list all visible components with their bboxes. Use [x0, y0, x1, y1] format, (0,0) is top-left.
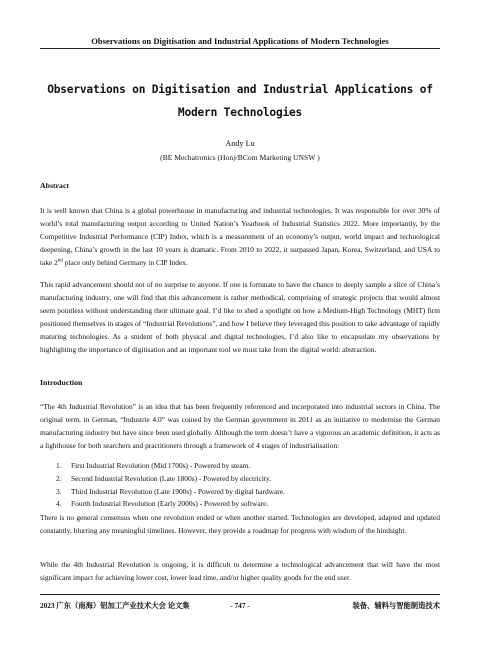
list-number: 4. [56, 499, 62, 509]
footer-section: 装备、辅料与智能制造技术 [352, 601, 440, 610]
header-rule [40, 48, 440, 49]
abstract-paragraph-1 [40, 204, 440, 269]
running-header: Observations on Digitisation and Industrial Applications of Modern Technologies [91, 36, 389, 46]
introduction-heading: Introduction [40, 378, 83, 387]
list-item-text: Fourth Industrial Revolution (Early 2000s) - Powered by software. [71, 499, 269, 509]
list-item-text: First Industrial Revolution (Mid 1700s) - Powered by steam. [71, 461, 251, 470]
industrial-revolution-list [56, 460, 440, 511]
list-item-text: Third Industrial Revolution (Late 1900s) - Powered by digital hardware. [71, 486, 285, 496]
footer-conference: 2023 广东（南海）铝加工产业技术大会 论文集 [40, 601, 190, 610]
list-item [56, 473, 440, 486]
abstract-paragraph-2: This rapid advancement should not of no surprise to anyone. If one is fortunate to have the chance to deeply sample a slice of China’s manufacturing industry, one will find that this advancement is rather methodical, comprising of strategic projects that would almost seem pointless without understanding their ultimate goal. I’d like to shed a spotlight on how a Medium-High Technology (MHT) firm positioned themselves in stages of “Industrial Revolutions”, and how I believe they leveraged this position to take advantage of rapidly maturing technologies. As a student of both physical and digital technologies, I’d also like to encapsulate my observations by highlighting the importance of digitisation and an important tool we must take from the digital world: abstraction. [40, 280, 440, 355]
paper-title [40, 78, 440, 124]
list-number: 2. [56, 473, 62, 483]
list-number: 3. [56, 486, 62, 496]
introduction-paragraph-3: While the 4th Industrial Revolution is ongoing, it is difficult to determine a technological advancement that will have the most significant impact for achieving lower cost, lower lead time, and/or higher quality goods for the end user. [40, 560, 440, 583]
introduction-paragraph-1: “The 4th Industrial Revolution” is an idea that has been frequently referenced and incorporated into industrial sectors in China. The original term, in German, “Industrie 4.0” was coined by the German government in 2011 as an initiative to modernise the German manufacturing industry but have since been used globally. Although the term doesn’t have a vigorous an academic definition, it acts as a lighthouse for both searchers and practitioners through a framework of 4 stages of industrialisation: [40, 402, 440, 451]
title-line-1: Observations on Digitisation and Industrial Applications of [47, 83, 433, 96]
list-item [56, 486, 440, 499]
introduction-paragraph-2: There is no general consensus when one revolution ended or when another started. Technologies are developed, adapted and updated constantly, blurring any meaningful timelines. However, they provide a roadmap for progress with wisdom of the hindsight. [40, 513, 440, 536]
title-line-2: Modern Technologies [177, 106, 303, 119]
page-number: - 747 - [230, 601, 250, 610]
abstract-p1-text-end: place only behind Germany in CIP Index. [62, 258, 188, 268]
list-number: 1. [56, 461, 62, 470]
author-affiliation: (BE Mechatronics (Hon)/BCom Marketing UNSW ) [160, 153, 320, 162]
abstract-p1-text: It is well known that China is a global powerhouse in manufacturing and industrial technologies. It was responsible for over 30% of world’s total manufacturing output according to United Nation’s Yearbook of Industrial Statistics 2022. More importantly, by the Competitive Industrial Performance (CIP) Index, which is a measurement of an economy’s output, world impact and technological deepening, China’s growth in the last 10 years is dramatic. From 2010 to 2022, it surpassed Japan, Korea, Switzerland, and USA to take 2 [40, 206, 440, 268]
abstract-heading: Abstract [40, 181, 70, 190]
author-name: Andy Lu [225, 139, 255, 148]
list-item-text: Second Industrial Revolution (Late 1800s) - Powered by electricity. [71, 473, 272, 483]
list-item [56, 498, 440, 511]
list-item [56, 460, 440, 473]
abstract-p1-superscript: nd [57, 258, 63, 264]
footer-rule [40, 594, 440, 595]
